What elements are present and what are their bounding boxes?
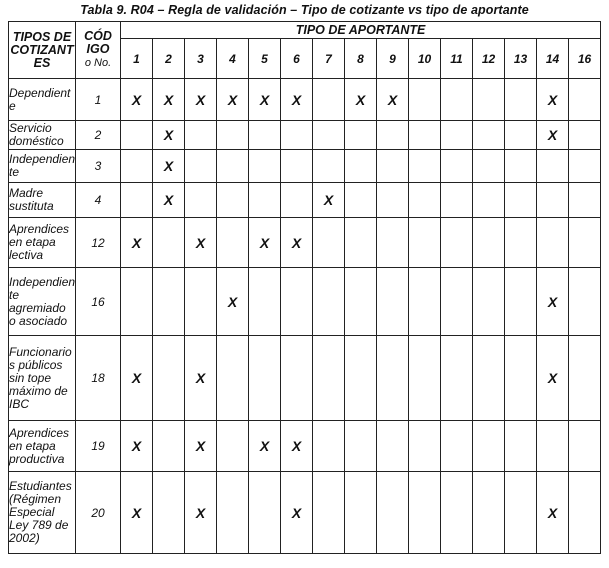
mark-x: X bbox=[313, 183, 345, 218]
empty-cell bbox=[569, 472, 601, 554]
table-row bbox=[9, 183, 601, 218]
empty-cell bbox=[153, 472, 185, 554]
empty-cell bbox=[505, 121, 537, 150]
header-aportante-2: 2 bbox=[153, 39, 185, 79]
empty-cell bbox=[249, 150, 281, 183]
mark-x: X bbox=[249, 79, 281, 121]
mark-x: X bbox=[185, 472, 217, 554]
empty-cell bbox=[473, 336, 505, 421]
mark-x: X bbox=[537, 79, 569, 121]
empty-cell bbox=[345, 421, 377, 472]
mark-x: X bbox=[217, 79, 249, 121]
empty-cell bbox=[217, 336, 249, 421]
empty-cell bbox=[377, 421, 409, 472]
table-row bbox=[9, 79, 601, 121]
empty-cell bbox=[377, 150, 409, 183]
empty-cell bbox=[473, 421, 505, 472]
empty-cell bbox=[473, 268, 505, 336]
empty-cell bbox=[473, 472, 505, 554]
mark-x: X bbox=[121, 472, 153, 554]
empty-cell bbox=[345, 121, 377, 150]
empty-cell bbox=[249, 472, 281, 554]
empty-cell bbox=[345, 183, 377, 218]
mark-x: X bbox=[121, 336, 153, 421]
mark-x: X bbox=[153, 183, 185, 218]
cotizante-name: Madre sustituta bbox=[9, 183, 76, 218]
header-aportante-11: 11 bbox=[441, 39, 473, 79]
empty-cell bbox=[281, 183, 313, 218]
empty-cell bbox=[569, 218, 601, 268]
table-row bbox=[9, 150, 601, 183]
header-codigo bbox=[76, 22, 121, 79]
empty-cell bbox=[217, 150, 249, 183]
mark-x: X bbox=[153, 150, 185, 183]
empty-cell bbox=[377, 268, 409, 336]
empty-cell bbox=[281, 121, 313, 150]
empty-cell bbox=[505, 472, 537, 554]
cotizante-code: 4 bbox=[76, 183, 121, 218]
empty-cell bbox=[505, 336, 537, 421]
empty-cell bbox=[473, 150, 505, 183]
empty-cell bbox=[409, 183, 441, 218]
empty-cell bbox=[409, 218, 441, 268]
empty-cell bbox=[217, 421, 249, 472]
cotizante-name: Estudiantes (Régimen Especial Ley 789 de 2002) bbox=[9, 472, 76, 554]
header-codigo-label: CÓD IGO bbox=[84, 29, 112, 56]
cotizante-name: Servicio doméstico bbox=[9, 121, 76, 150]
cotizante-code: 16 bbox=[76, 268, 121, 336]
table-row bbox=[9, 472, 601, 554]
empty-cell bbox=[377, 472, 409, 554]
empty-cell bbox=[441, 218, 473, 268]
empty-cell bbox=[345, 268, 377, 336]
header-aportante-9: 9 bbox=[377, 39, 409, 79]
header-aportante-4: 4 bbox=[217, 39, 249, 79]
mark-x: X bbox=[121, 79, 153, 121]
table-body bbox=[9, 79, 601, 554]
empty-cell bbox=[153, 218, 185, 268]
empty-cell bbox=[441, 268, 473, 336]
empty-cell bbox=[569, 421, 601, 472]
empty-cell bbox=[473, 79, 505, 121]
empty-cell bbox=[249, 336, 281, 421]
header-aportante-10: 10 bbox=[409, 39, 441, 79]
mark-x: X bbox=[185, 336, 217, 421]
table-row bbox=[9, 268, 601, 336]
empty-cell bbox=[409, 268, 441, 336]
header-aportante-6: 6 bbox=[281, 39, 313, 79]
mark-x: X bbox=[537, 268, 569, 336]
header-tipo-aportante: TIPO DE APORTANTE bbox=[121, 22, 601, 39]
empty-cell bbox=[409, 421, 441, 472]
mark-x: X bbox=[377, 79, 409, 121]
empty-cell bbox=[313, 218, 345, 268]
header-aportante-8: 8 bbox=[345, 39, 377, 79]
empty-cell bbox=[505, 150, 537, 183]
mark-x: X bbox=[345, 79, 377, 121]
header-aportante-3: 3 bbox=[185, 39, 217, 79]
empty-cell bbox=[569, 336, 601, 421]
empty-cell bbox=[313, 336, 345, 421]
empty-cell bbox=[345, 150, 377, 183]
empty-cell bbox=[505, 421, 537, 472]
empty-cell bbox=[313, 79, 345, 121]
mark-x: X bbox=[121, 218, 153, 268]
empty-cell bbox=[121, 268, 153, 336]
empty-cell bbox=[377, 183, 409, 218]
empty-cell bbox=[505, 79, 537, 121]
header-aportante-1: 1 bbox=[121, 39, 153, 79]
empty-cell bbox=[441, 472, 473, 554]
empty-cell bbox=[377, 336, 409, 421]
header-aportante-7: 7 bbox=[313, 39, 345, 79]
empty-cell bbox=[409, 79, 441, 121]
empty-cell bbox=[185, 121, 217, 150]
mark-x: X bbox=[217, 268, 249, 336]
empty-cell bbox=[217, 183, 249, 218]
mark-x: X bbox=[249, 421, 281, 472]
empty-cell bbox=[185, 268, 217, 336]
empty-cell bbox=[217, 121, 249, 150]
mark-x: X bbox=[537, 336, 569, 421]
header-tipos-cotizantes: TIPOS DE COTIZANT ES bbox=[9, 22, 76, 79]
cotizante-code: 12 bbox=[76, 218, 121, 268]
empty-cell bbox=[249, 121, 281, 150]
mark-x: X bbox=[281, 421, 313, 472]
mark-x: X bbox=[281, 79, 313, 121]
table-row bbox=[9, 421, 601, 472]
empty-cell bbox=[409, 150, 441, 183]
cotizante-code: 18 bbox=[76, 336, 121, 421]
empty-cell bbox=[537, 183, 569, 218]
mark-x: X bbox=[281, 218, 313, 268]
cotizante-name: Funcionario s públicos sin tope máximo de IBC bbox=[9, 336, 76, 421]
empty-cell bbox=[249, 183, 281, 218]
empty-cell bbox=[313, 472, 345, 554]
empty-cell bbox=[153, 421, 185, 472]
empty-cell bbox=[473, 183, 505, 218]
cotizante-code: 19 bbox=[76, 421, 121, 472]
empty-cell bbox=[249, 268, 281, 336]
empty-cell bbox=[409, 472, 441, 554]
empty-cell bbox=[505, 183, 537, 218]
validation-table bbox=[8, 21, 601, 554]
mark-x: X bbox=[249, 218, 281, 268]
empty-cell bbox=[345, 336, 377, 421]
empty-cell bbox=[153, 336, 185, 421]
table-row bbox=[9, 336, 601, 421]
table-row bbox=[9, 121, 601, 150]
empty-cell bbox=[281, 336, 313, 421]
mark-x: X bbox=[537, 472, 569, 554]
empty-cell bbox=[441, 150, 473, 183]
cotizante-code: 1 bbox=[76, 79, 121, 121]
cotizante-code: 2 bbox=[76, 121, 121, 150]
empty-cell bbox=[537, 218, 569, 268]
mark-x: X bbox=[281, 472, 313, 554]
empty-cell bbox=[313, 121, 345, 150]
header-aportante-12: 12 bbox=[473, 39, 505, 79]
header-codigo-sub: o No. bbox=[84, 57, 112, 69]
header-aportante-13: 13 bbox=[505, 39, 537, 79]
empty-cell bbox=[569, 268, 601, 336]
empty-cell bbox=[217, 218, 249, 268]
empty-cell bbox=[441, 421, 473, 472]
empty-cell bbox=[569, 183, 601, 218]
empty-cell bbox=[121, 183, 153, 218]
table-caption: Tabla 9. R04 – Regla de validación – Tipo de cotizante vs tipo de aportante bbox=[80, 3, 529, 17]
mark-x: X bbox=[185, 421, 217, 472]
mark-x: X bbox=[185, 79, 217, 121]
cotizante-name: Aprendices en etapa lectiva bbox=[9, 218, 76, 268]
empty-cell bbox=[377, 121, 409, 150]
empty-cell bbox=[569, 121, 601, 150]
empty-cell bbox=[537, 150, 569, 183]
cotizante-code: 3 bbox=[76, 150, 121, 183]
empty-cell bbox=[441, 183, 473, 218]
empty-cell bbox=[121, 121, 153, 150]
empty-cell bbox=[153, 268, 185, 336]
cotizante-name: Independien te bbox=[9, 150, 76, 183]
empty-cell bbox=[313, 150, 345, 183]
empty-cell bbox=[473, 218, 505, 268]
empty-cell bbox=[217, 472, 249, 554]
empty-cell bbox=[345, 218, 377, 268]
empty-cell bbox=[441, 336, 473, 421]
empty-cell bbox=[281, 150, 313, 183]
empty-cell bbox=[281, 268, 313, 336]
cotizante-name: Aprendices en etapa productiva bbox=[9, 421, 76, 472]
empty-cell bbox=[313, 268, 345, 336]
empty-cell bbox=[409, 336, 441, 421]
empty-cell bbox=[441, 79, 473, 121]
empty-cell bbox=[345, 472, 377, 554]
empty-cell bbox=[505, 218, 537, 268]
empty-cell bbox=[569, 79, 601, 121]
empty-cell bbox=[505, 268, 537, 336]
empty-cell bbox=[537, 421, 569, 472]
mark-x: X bbox=[537, 121, 569, 150]
mark-x: X bbox=[185, 218, 217, 268]
header-aportante-16: 16 bbox=[569, 39, 601, 79]
header-aportante-14: 14 bbox=[537, 39, 569, 79]
empty-cell bbox=[441, 121, 473, 150]
mark-x: X bbox=[121, 421, 153, 472]
header-aportante-5: 5 bbox=[249, 39, 281, 79]
table-row bbox=[9, 218, 601, 268]
empty-cell bbox=[569, 150, 601, 183]
empty-cell bbox=[377, 218, 409, 268]
cotizante-code: 20 bbox=[76, 472, 121, 554]
empty-cell bbox=[313, 421, 345, 472]
empty-cell bbox=[121, 150, 153, 183]
mark-x: X bbox=[153, 79, 185, 121]
cotizante-name: Independien te agremiado o asociado bbox=[9, 268, 76, 336]
empty-cell bbox=[473, 121, 505, 150]
empty-cell bbox=[409, 121, 441, 150]
mark-x: X bbox=[153, 121, 185, 150]
empty-cell bbox=[185, 183, 217, 218]
empty-cell bbox=[185, 150, 217, 183]
cotizante-name: Dependient e bbox=[9, 79, 76, 121]
